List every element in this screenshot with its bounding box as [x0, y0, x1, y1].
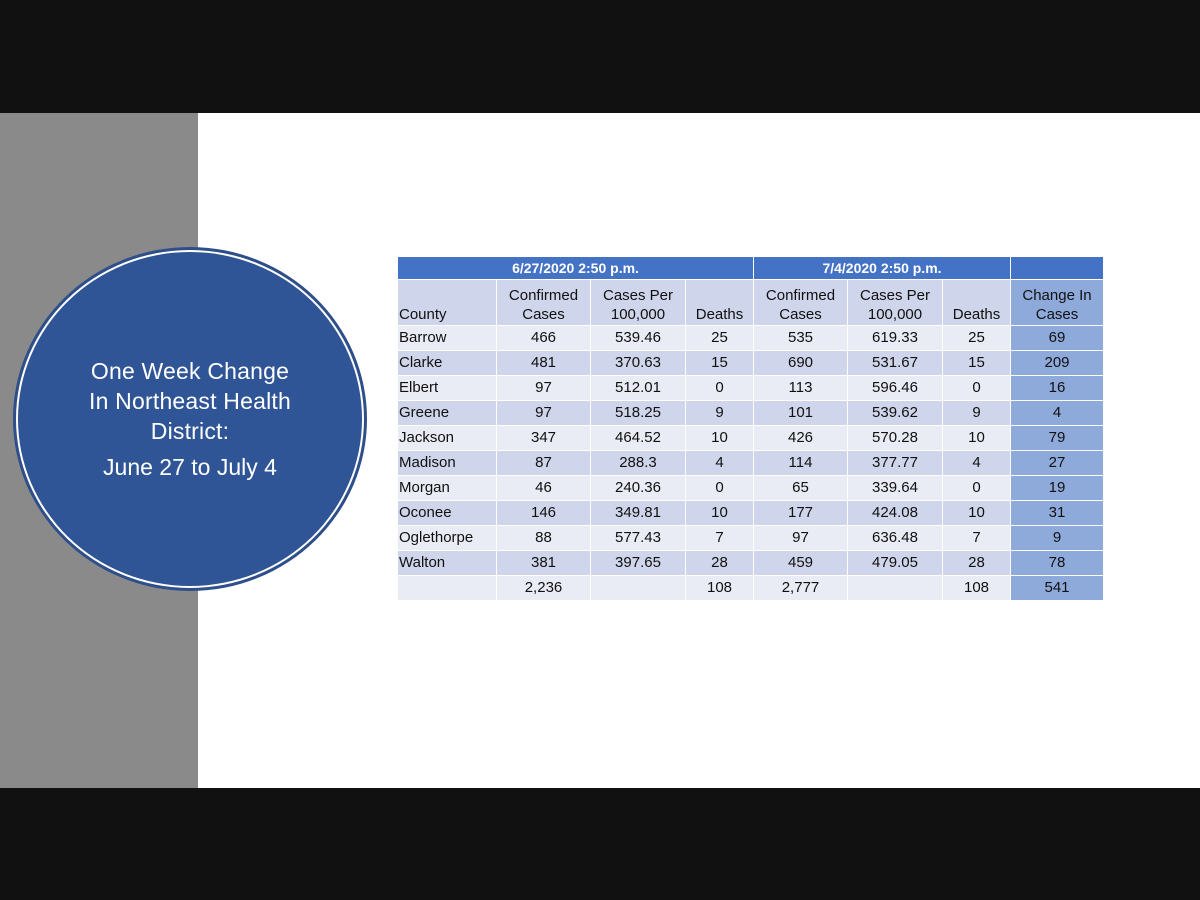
cell-deaths-1: 10 — [686, 501, 754, 526]
cell-cases-per-100k-1: 288.3 — [591, 451, 686, 476]
cell-deaths-2: 0 — [943, 476, 1011, 501]
cell-deaths-1: 9 — [686, 401, 754, 426]
cell-confirmed-cases-1: 87 — [497, 451, 591, 476]
cell-deaths-2: 0 — [943, 376, 1011, 401]
total-cases-per-100k-1 — [591, 576, 686, 601]
cell-cases-per-100k-1: 370.63 — [591, 351, 686, 376]
total-cases-per-100k-2 — [848, 576, 943, 601]
period-2-header: 7/4/2020 2:50 p.m. — [754, 257, 1011, 280]
header-county-line: County — [399, 306, 447, 323]
cell-cases-per-100k-2: 619.33 — [848, 326, 943, 351]
cell-deaths-2: 10 — [943, 501, 1011, 526]
title-line-1: One Week Change — [90, 358, 290, 384]
title-line-2: In Northeast Health — [89, 388, 291, 414]
cell-change-in-cases: 209 — [1011, 351, 1104, 376]
slide — [0, 113, 1200, 788]
cell-confirmed-cases-1: 481 — [497, 351, 591, 376]
header-county — [398, 280, 497, 326]
header-confirmed-cases-1-line: Cases — [522, 306, 565, 323]
cell-deaths-1: 7 — [686, 526, 754, 551]
cell-deaths-2: 9 — [943, 401, 1011, 426]
total-change-in-cases: 541 — [1011, 576, 1104, 601]
cell-county: Oconee — [398, 501, 497, 526]
cell-cases-per-100k-2: 377.77 — [848, 451, 943, 476]
header-confirmed-cases-2 — [754, 280, 848, 326]
cell-change-in-cases: 69 — [1011, 326, 1104, 351]
cell-confirmed-cases-1: 146 — [497, 501, 591, 526]
total-county — [398, 576, 497, 601]
cell-confirmed-cases-2: 114 — [754, 451, 848, 476]
cell-deaths-1: 10 — [686, 426, 754, 451]
header-confirmed-cases-2-line: Cases — [779, 306, 822, 323]
header-deaths-1 — [686, 280, 754, 326]
header-confirmed-cases-2-line: Confirmed — [765, 287, 836, 304]
cell-change-in-cases: 27 — [1011, 451, 1104, 476]
header-change-in-cases — [1011, 280, 1104, 326]
header-deaths-1-line: Deaths — [695, 306, 744, 323]
header-confirmed-cases-1-line: Confirmed — [508, 287, 579, 304]
cell-confirmed-cases-1: 46 — [497, 476, 591, 501]
cell-county: Elbert — [398, 376, 497, 401]
cell-confirmed-cases-1: 97 — [497, 401, 591, 426]
cell-deaths-2: 4 — [943, 451, 1011, 476]
cell-cases-per-100k-1: 464.52 — [591, 426, 686, 451]
header-cases-per-100k-2-line: 100,000 — [867, 306, 923, 323]
total-deaths-2: 108 — [943, 576, 1011, 601]
header-cases-per-100k-1 — [591, 280, 686, 326]
cell-confirmed-cases-2: 113 — [754, 376, 848, 401]
cell-cases-per-100k-2: 531.67 — [848, 351, 943, 376]
cell-county: Morgan — [398, 476, 497, 501]
table-row — [398, 351, 1104, 376]
table-row — [398, 476, 1104, 501]
cell-deaths-2: 15 — [943, 351, 1011, 376]
cell-county: Madison — [398, 451, 497, 476]
table-row — [398, 451, 1104, 476]
header-cases-per-100k-2-line: Cases Per — [859, 287, 931, 304]
cell-change-in-cases: 4 — [1011, 401, 1104, 426]
header-cases-per-100k-1-line: 100,000 — [610, 306, 666, 323]
totals-row — [398, 576, 1104, 601]
table-row — [398, 501, 1104, 526]
period-1-header: 6/27/2020 2:50 p.m. — [398, 257, 754, 280]
cell-confirmed-cases-2: 177 — [754, 501, 848, 526]
cell-confirmed-cases-1: 97 — [497, 376, 591, 401]
cell-cases-per-100k-1: 397.65 — [591, 551, 686, 576]
cell-deaths-2: 7 — [943, 526, 1011, 551]
cell-confirmed-cases-1: 466 — [497, 326, 591, 351]
cell-cases-per-100k-2: 570.28 — [848, 426, 943, 451]
date-range: June 27 to July 4 — [103, 454, 277, 480]
cell-cases-per-100k-1: 512.01 — [591, 376, 686, 401]
table-row — [398, 551, 1104, 576]
total-confirmed-cases-1: 2,236 — [497, 576, 591, 601]
cell-deaths-1: 28 — [686, 551, 754, 576]
cell-confirmed-cases-1: 347 — [497, 426, 591, 451]
period-3-header — [1011, 257, 1104, 280]
cell-cases-per-100k-2: 636.48 — [848, 526, 943, 551]
cell-cases-per-100k-1: 349.81 — [591, 501, 686, 526]
cases-table — [397, 256, 1104, 601]
cell-confirmed-cases-2: 101 — [754, 401, 848, 426]
header-change-in-cases-line: Cases — [1035, 306, 1079, 323]
cell-confirmed-cases-2: 535 — [754, 326, 848, 351]
cell-deaths-1: 25 — [686, 326, 754, 351]
cell-cases-per-100k-2: 339.64 — [848, 476, 943, 501]
cell-county: Walton — [398, 551, 497, 576]
column-header-row — [398, 280, 1104, 326]
title-circle — [18, 252, 362, 586]
cell-deaths-1: 0 — [686, 476, 754, 501]
header-confirmed-cases-1 — [497, 280, 591, 326]
title-line-3: District: — [150, 418, 230, 444]
cell-confirmed-cases-2: 690 — [754, 351, 848, 376]
header-deaths-2-line: Deaths — [952, 306, 1001, 323]
total-confirmed-cases-2: 2,777 — [754, 576, 848, 601]
cell-deaths-2: 28 — [943, 551, 1011, 576]
cell-confirmed-cases-2: 97 — [754, 526, 848, 551]
table-row — [398, 526, 1104, 551]
total-deaths-1: 108 — [686, 576, 754, 601]
cell-cases-per-100k-1: 240.36 — [591, 476, 686, 501]
cell-cases-per-100k-1: 539.46 — [591, 326, 686, 351]
cell-change-in-cases: 31 — [1011, 501, 1104, 526]
cell-cases-per-100k-2: 424.08 — [848, 501, 943, 526]
cell-change-in-cases: 79 — [1011, 426, 1104, 451]
header-cases-per-100k-2 — [848, 280, 943, 326]
cell-county: Clarke — [398, 351, 497, 376]
cell-cases-per-100k-2: 479.05 — [848, 551, 943, 576]
cell-confirmed-cases-2: 65 — [754, 476, 848, 501]
cell-confirmed-cases-1: 88 — [497, 526, 591, 551]
cell-cases-per-100k-2: 596.46 — [848, 376, 943, 401]
table-row — [398, 426, 1104, 451]
header-deaths-2 — [943, 280, 1011, 326]
cell-deaths-2: 25 — [943, 326, 1011, 351]
cell-deaths-2: 10 — [943, 426, 1011, 451]
period-header-row — [398, 257, 1104, 280]
cell-deaths-1: 15 — [686, 351, 754, 376]
cell-confirmed-cases-1: 381 — [497, 551, 591, 576]
table-row — [398, 401, 1104, 426]
cell-county: Oglethorpe — [398, 526, 497, 551]
table-row — [398, 326, 1104, 351]
cell-county: Barrow — [398, 326, 497, 351]
cell-county: Greene — [398, 401, 497, 426]
cell-deaths-1: 0 — [686, 376, 754, 401]
cell-cases-per-100k-1: 577.43 — [591, 526, 686, 551]
cell-change-in-cases: 16 — [1011, 376, 1104, 401]
cell-confirmed-cases-2: 426 — [754, 426, 848, 451]
cell-deaths-1: 4 — [686, 451, 754, 476]
cell-change-in-cases: 78 — [1011, 551, 1104, 576]
cell-cases-per-100k-1: 518.25 — [591, 401, 686, 426]
header-change-in-cases-line: Change In — [1022, 287, 1092, 304]
header-cases-per-100k-1-line: Cases Per — [602, 287, 674, 304]
cell-change-in-cases: 19 — [1011, 476, 1104, 501]
cell-confirmed-cases-2: 459 — [754, 551, 848, 576]
cell-cases-per-100k-2: 539.62 — [848, 401, 943, 426]
cell-change-in-cases: 9 — [1011, 526, 1104, 551]
table-row — [398, 376, 1104, 401]
cell-county: Jackson — [398, 426, 497, 451]
